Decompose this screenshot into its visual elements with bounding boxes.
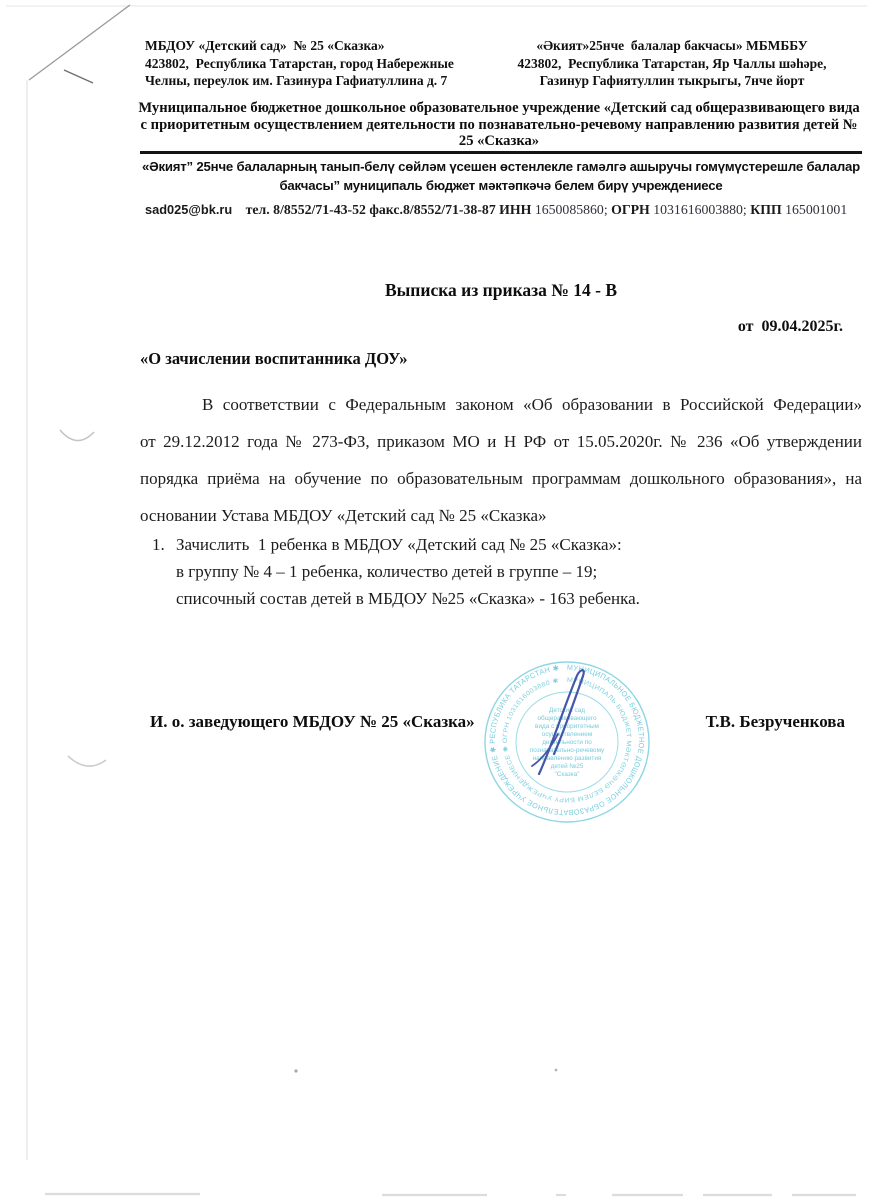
org-full-name: Муниципальное бюджетное дошкольное образовательное учреждение «Детский сад общеразвивающего вида с приоритетным осуществлением деятельности по познавательно-речевому направлению развития детей № 25 «Сказка» — [138, 100, 860, 149]
org-address-ru-line: Челны, переулок им. Газинура Гафиатуллина д. 7 — [145, 73, 448, 88]
stamp-center-line: деятельности по — [542, 739, 592, 746]
corner-dark-mark — [64, 70, 93, 83]
bottom-edge-marks — [45, 1194, 856, 1195]
signatory-name: Т.В. Безрученкова — [705, 712, 845, 731]
order-item-1 — [152, 531, 792, 612]
left-margin-arc-mark-1 — [60, 430, 94, 441]
phone-fax-text: тел. 8/8552/71-43-52 факс.8/8552/71-38-87 — [245, 202, 496, 217]
inn-value: 1650085860; — [534, 202, 608, 217]
document-subject: «О зачислении воспитанника ДОУ» — [140, 349, 408, 368]
left-margin-arc-mark-2 — [68, 756, 106, 766]
contact-line — [145, 202, 860, 218]
body-line: от 29.12.2012 года № 273-ФЗ, приказом МО и Н РФ от 15.05.2020г. № 236 «Об утверждении — [140, 432, 862, 451]
item-line: Зачислить 1 ребенка в МБДОУ «Детский сад № 25 «Сказка»: — [176, 535, 622, 554]
stamp-center-line: Детский сад — [549, 707, 585, 714]
document-title: Выписка из приказа № 14 - В — [384, 280, 618, 300]
page-corner-fold-line — [29, 5, 130, 80]
stamp-center-line: направлению развития — [532, 755, 602, 762]
org-address-tt-line: 423802, Республика Татарстан, Яр Чаллы шәһәре, — [517, 55, 827, 71]
document-date: от 09.04.2025г. — [737, 318, 843, 335]
kpp-value: 165001001 — [785, 202, 848, 217]
letterhead-tatar — [486, 37, 858, 90]
letterhead-russian — [145, 37, 480, 90]
dust-speck-2 — [555, 1069, 558, 1072]
stamp-center-line: детей №25 — [550, 763, 584, 770]
item-line: в группу № 4 – 1 ребенка, количество детей в группе – 19; — [176, 562, 598, 581]
inn-label: ИНН — [499, 202, 532, 217]
item-line: списочный состав детей в МБДОУ №25 «Сказка» - 163 ребенка. — [176, 589, 640, 608]
signatory-position: И. о. заведующего МБДОУ № 25 «Сказка» — [150, 712, 475, 731]
official-round-stamp — [477, 656, 657, 828]
stamp-center-line: вида с приоритетным — [535, 723, 599, 730]
org-full-name-tatar: «Әкият” 25нче балаларның танып-белү сөйләм үсешен өстенлекле гамәлгә ашыручы гомүмүстерешле балалар бакчасы” муниципаль бюджет мәктәпкәчә белем бирү учреждениесе — [141, 159, 861, 193]
email-text: sad025@bk.ru — [145, 202, 233, 217]
dust-speck-1 — [294, 1069, 297, 1072]
body-line: порядка приёма на обучение по образовательным программам дошкольного образования», на — [140, 469, 862, 488]
org-address-tt-line: Газинур Гафиятуллин тыкрыгы, 7нче йорт — [539, 73, 805, 88]
ogrn-value: 1031616003880; — [653, 202, 747, 217]
stamp-center-line: познавательно-речевому — [529, 747, 605, 754]
body-line: В соответствии с Федеральным законом «Об образовании в Российской Федерации» — [202, 395, 862, 414]
org-address-ru-line: 423802, Республика Татарстан, город Набережные — [145, 55, 454, 71]
horizontal-rule — [140, 151, 862, 154]
ogrn-label: ОГРН — [611, 202, 650, 217]
item-number: 1. — [152, 535, 165, 554]
stamp-center-line: общеразвивающего — [537, 715, 597, 722]
body-line: основании Устава МБДОУ «Детский сад № 25 «Сказка» — [140, 506, 547, 525]
kpp-label: КПП — [750, 202, 782, 217]
stamp-center-line: осуществлением — [541, 731, 593, 738]
stamp-outer-ring-text: МУНИЦИПАЛЬНОЕ БЮДЖЕТНОЕ ДОШКОЛЬНОЕ ОБРАЗОВАТЕЛЬНОЕ УЧРЕЖДЕНИЕ ✱ РЕСПУБЛИКА ТАТАРСТАН ✱ — [487, 662, 646, 818]
stamp-center-line: "Сказка" — [554, 771, 580, 778]
org-name-tt-line: «Әкият»25нче балалар бакчасы» МБМББУ — [536, 38, 808, 53]
stamp-inner-ring-text: МУНИЦИПАЛЬ БЮДЖЕТ МӘКТӘПКӘЧӘ БЕЛЕМ БИРҮ УЧРЕЖДЕНИЕСЕ ✱ ОГРН 1031616003880 ✱ — [501, 676, 633, 804]
org-name-ru-line: МБДОУ «Детский сад» № 25 «Сказка» — [145, 38, 385, 53]
order-body — [140, 386, 862, 534]
